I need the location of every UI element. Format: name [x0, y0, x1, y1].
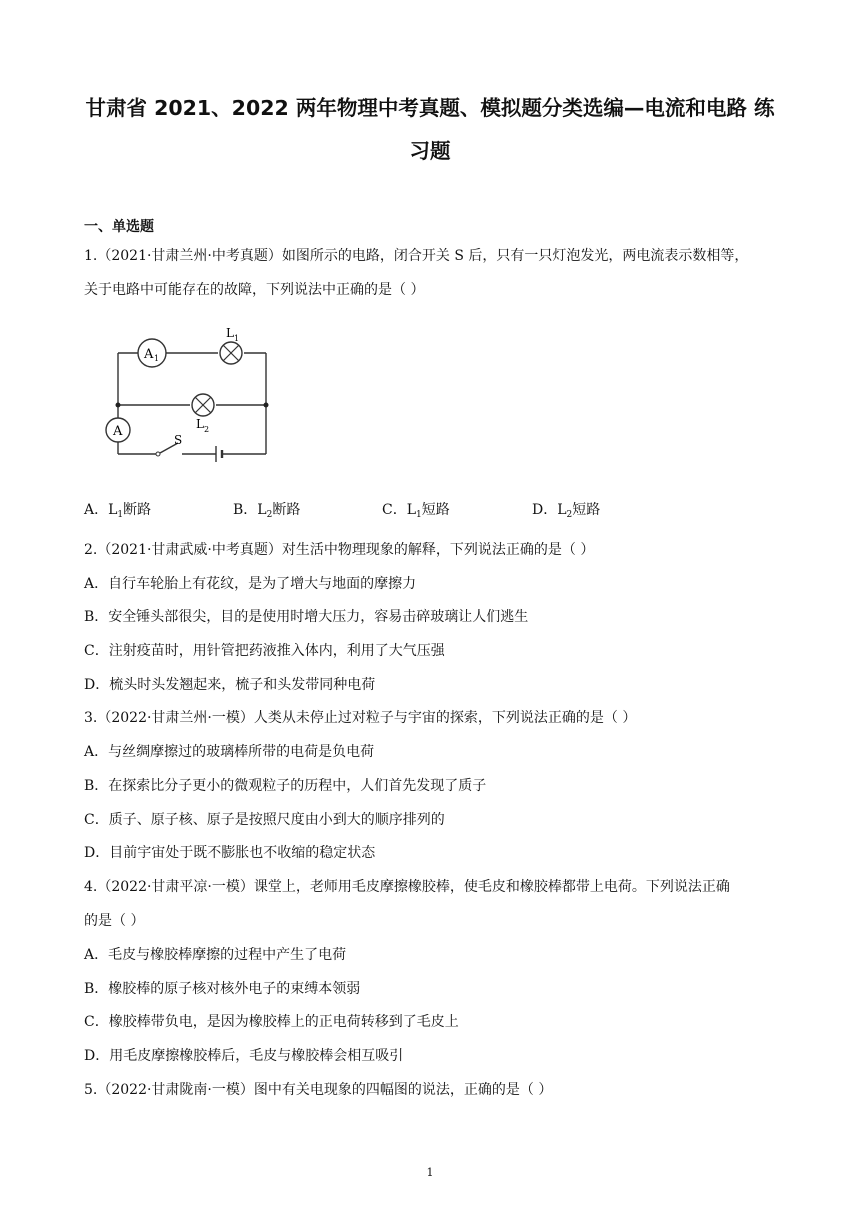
option-text: 短路 — [421, 502, 450, 518]
q4-stem-line2: 的是（ ） — [84, 913, 145, 929]
q3-stem: 3.（2022·甘肃兰州·一模）人类从未停止过对粒子与宇宙的探索，下列说法正确的是（ ） — [84, 710, 637, 726]
q5-stem: 5.（2022·甘肃陇南·一模）图中有关电现象的四幅图的说法，正确的是（ ） — [84, 1082, 553, 1098]
option-prefix: B． — [233, 502, 258, 518]
q1-option-c — [382, 500, 450, 525]
q1-stem-line2: 关于电路中可能存在的故障，下列说法中正确的是（ ） — [84, 282, 425, 298]
option-prefix: C． — [382, 502, 407, 518]
junction-dot — [264, 403, 269, 408]
section-heading: 一、单选题 — [84, 219, 154, 235]
option-symbol: L — [257, 502, 267, 518]
q1-circuit-diagram — [104, 326, 284, 466]
option-subscript: 1 — [117, 510, 124, 520]
q3-option-b: B．在探索比分子更小的微观粒子的历程中，人们首先发现了质子 — [84, 778, 487, 794]
q2-stem: 2.（2021·甘肃武威·中考真题）对生活中物理现象的解释，下列说法正确的是（ ） — [84, 542, 595, 558]
option-symbol: L — [406, 502, 417, 518]
option-text: 断路 — [272, 502, 301, 518]
lamp-l1-icon — [220, 342, 242, 364]
lamp-l2-sub: 2 — [204, 425, 210, 434]
lamp-l2-label: L — [196, 417, 204, 431]
q1-option-d — [532, 500, 600, 525]
q2-option-d: D．梳头时头发翘起来，梳子和头发带同种电荷 — [84, 677, 376, 693]
option-text: 短路 — [572, 502, 601, 518]
switch-label: S — [174, 433, 183, 447]
lamp-l1-label: L — [226, 326, 234, 340]
option-subscript: 2 — [266, 510, 273, 520]
q2-option-a: A．自行车轮胎上有花纹，是为了增大与地面的摩擦力 — [84, 576, 417, 592]
q2-option-c: C．注射疫苗时，用针管把药液推入体内，利用了大气压强 — [84, 643, 445, 659]
q3-option-c: C．质子、原子核、原子是按照尺度由小到大的顺序排列的 — [84, 812, 445, 828]
option-symbol: L — [108, 502, 118, 518]
option-prefix: A． — [84, 502, 109, 518]
option-subscript: 2 — [566, 510, 573, 520]
q3-option-a: A．与丝绸摩擦过的玻璃棒所带的电荷是负电荷 — [84, 744, 375, 760]
q3-option-d: D．目前宇宙处于既不膨胀也不收缩的稳定状态 — [84, 845, 376, 861]
q1-stem-line1: 1.（2021·甘肃兰州·中考真题）如图所示的电路，闭合开关 S 后，只有一只灯泡发光，两电流表示数相等， — [84, 248, 749, 264]
option-text: 断路 — [123, 502, 152, 518]
q1-option-b — [233, 500, 300, 525]
lamp-l1-sub: 1 — [234, 334, 240, 343]
q2-option-b: B．安全锤头部很尖，目的是使用时增大压力，容易击碎玻璃让人们逃生 — [84, 609, 529, 625]
ammeter-a-icon — [106, 418, 130, 442]
option-prefix: D． — [532, 502, 558, 518]
ammeter-a-label: A — [113, 424, 123, 439]
q1-option-a — [84, 500, 151, 525]
q4-option-a: A．毛皮与橡胶棒摩擦的过程中产生了电荷 — [84, 947, 347, 963]
option-subscript: 1 — [416, 510, 422, 520]
page-number: 1 — [426, 1166, 434, 1179]
doc-title-line1: 甘肃省 2021、2022 两年物理中考真题、模拟题分类选编—电流和电路 练 — [85, 96, 775, 120]
q4-option-b: B．橡胶棒的原子核对核外电子的束缚本领弱 — [84, 981, 361, 997]
ammeter-a1-icon — [138, 339, 166, 367]
q4-option-d: D．用毛皮摩擦橡胶棒后，毛皮与橡胶棒会相互吸引 — [84, 1048, 404, 1064]
q4-stem-line1: 4.（2022·甘肃平凉·一模）课堂上，老师用毛皮摩擦橡胶棒，使毛皮和橡胶棒都带上电荷。下列说法正确 — [84, 879, 730, 895]
option-symbol: L — [557, 502, 567, 518]
ammeter-a1-label: A — [144, 347, 154, 362]
switch-contact — [156, 452, 160, 456]
junction-dot — [116, 403, 121, 408]
ammeter-a1-sub: 1 — [154, 354, 160, 363]
lamp-l2-icon — [192, 394, 214, 416]
doc-title-line2: 习题 — [409, 139, 451, 163]
q4-option-c: C．橡胶棒带负电，是因为橡胶棒上的正电荷转移到了毛皮上 — [84, 1014, 459, 1030]
